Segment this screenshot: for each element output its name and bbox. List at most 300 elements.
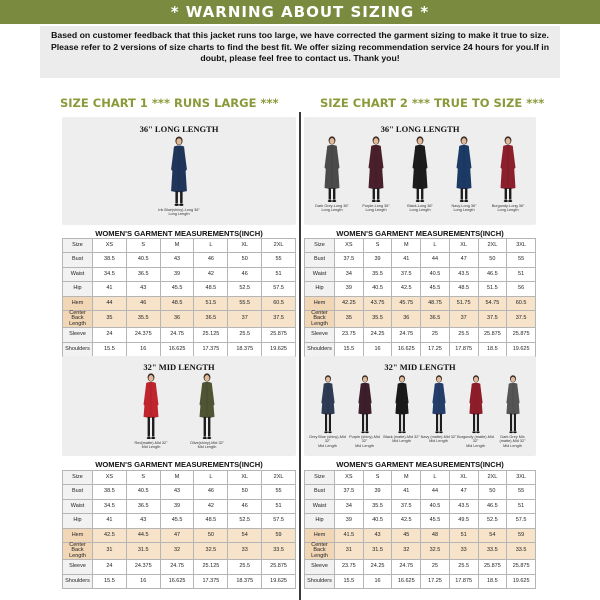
model-caption [123, 441, 179, 450]
measurement-cell: 50 [228, 253, 262, 267]
measurement-cell: 46.5 [478, 267, 507, 281]
measurement-cell: 24.375 [126, 328, 160, 342]
row-label: Sleeve [305, 328, 335, 342]
size-header-cell: XS [93, 239, 127, 253]
measurement-cell: 39 [160, 499, 194, 513]
measurement-cell: 24 [93, 328, 127, 342]
warning-banner: * WARNING ABOUT SIZING * [0, 0, 600, 24]
measurement-cell: 25.875 [478, 328, 507, 342]
measurement-cell: 33.5 [507, 542, 536, 560]
model-caption [354, 204, 398, 213]
model-caption [383, 435, 420, 444]
measurement-cell: 41 [392, 485, 421, 499]
measurement-cell: 36.5 [194, 310, 228, 328]
measurement-cell: 46 [126, 296, 160, 310]
measurement-cell: 17.875 [449, 342, 478, 356]
measurement-cell: 43.5 [449, 499, 478, 513]
model-caption [494, 435, 531, 448]
measurement-cell: 18.375 [228, 574, 262, 588]
size-header-cell: S [363, 471, 392, 485]
measurement-cell: 39 [363, 253, 392, 267]
measurement-cell: 50 [194, 528, 228, 542]
measurement-cell: 45.5 [160, 282, 194, 296]
table-row [63, 542, 296, 560]
size-header-cell: M [160, 471, 194, 485]
measurement-cell: 50 [478, 485, 507, 499]
measurement-cell: 19.625 [507, 574, 536, 588]
measurement-cell: 38.5 [93, 253, 127, 267]
measurement-cell: 55 [507, 485, 536, 499]
measurement-cell: 52.5 [228, 514, 262, 528]
model-caption-length: Long Length [409, 208, 431, 213]
measurement-cell: 55.5 [228, 296, 262, 310]
measurement-cell: 52.5 [478, 514, 507, 528]
model-photo [315, 374, 341, 439]
model-photo [500, 374, 526, 439]
model-caption-color: Black (matte)-Mid 32" [383, 435, 420, 439]
measurement-cell: 34 [335, 267, 364, 281]
measurement-cell: 33 [449, 542, 478, 560]
row-label: Bust [63, 485, 93, 499]
chart2-mid-title: 32" MID LENGTH [384, 362, 456, 372]
row-label: Shoulders [63, 342, 93, 356]
row-label: Hip [63, 514, 93, 528]
measurement-cell: 25.5 [449, 560, 478, 574]
table-row [63, 514, 296, 528]
model-caption-length: Mid Length [141, 445, 161, 450]
measurement-cell: 36.5 [126, 499, 160, 513]
measurement-cell: 24.75 [392, 328, 421, 342]
table-row [305, 542, 536, 560]
row-label: Size [63, 471, 93, 485]
measurement-cell: 46 [194, 253, 228, 267]
measurement-cell: 46 [194, 485, 228, 499]
measurement-cell: 45.5 [421, 514, 450, 528]
chart2-mid-table-title: WOMEN'S GARMENT MEASUREMENTS(INCH) [336, 460, 504, 469]
size-header-cell: 3XL [507, 471, 536, 485]
measurement-cell: 24.75 [160, 328, 194, 342]
measurement-cell: 43 [126, 282, 160, 296]
chart1-mid-title: 32" MID LENGTH [143, 362, 215, 372]
row-label: Size [305, 239, 335, 253]
table-row [63, 342, 296, 356]
model-caption-length: Mid Length [318, 443, 337, 448]
model-caption-length: Mid Length [355, 443, 374, 448]
measurement-cell: 44 [421, 253, 450, 267]
measurement-cell: 47 [449, 253, 478, 267]
measurement-cell: 32.5 [421, 542, 450, 560]
row-label: Center Back Length [63, 310, 93, 328]
measurement-cell: 59 [507, 528, 536, 542]
measurement-cell: 25.5 [228, 560, 262, 574]
model-caption-length: Mid Length [429, 439, 448, 444]
table-row [305, 514, 536, 528]
size-header-cell: S [126, 471, 160, 485]
table-header-row [305, 239, 536, 253]
measurement-cell: 42.5 [392, 514, 421, 528]
measurement-cell: 33.5 [262, 542, 296, 560]
row-label: Waist [305, 267, 335, 281]
measurement-cell: 23.75 [335, 328, 364, 342]
chart2-long-photo-panel [304, 117, 536, 225]
model-photo [352, 374, 378, 439]
measurement-cell: 31.5 [363, 542, 392, 560]
measurement-cell: 59 [262, 528, 296, 542]
table-header-row [63, 239, 296, 253]
measurement-cell: 43 [160, 253, 194, 267]
row-label: Center Back Length [305, 310, 335, 328]
measurement-cell: 39 [160, 267, 194, 281]
model-caption-length: Mid Length [197, 445, 217, 450]
measurement-cell: 17.25 [421, 574, 450, 588]
table-row [305, 528, 536, 542]
model-photo [190, 372, 224, 445]
table-row [63, 267, 296, 281]
measurement-cell: 31 [335, 542, 364, 560]
measurement-cell: 43.75 [363, 296, 392, 310]
measurement-cell: 43 [160, 485, 194, 499]
table-row [305, 253, 536, 267]
measurement-cell: 42.25 [335, 296, 364, 310]
measurement-cell: 48.5 [449, 282, 478, 296]
measurement-cell: 48.5 [194, 282, 228, 296]
table-row [63, 328, 296, 342]
measurement-cell: 43 [363, 528, 392, 542]
measurement-cell: 37 [449, 310, 478, 328]
measurement-cell: 35.5 [363, 499, 392, 513]
measurement-cell: 46 [228, 267, 262, 281]
model-photo [362, 135, 390, 208]
measurement-cell: 45.5 [160, 514, 194, 528]
measurement-cell: 19.625 [507, 342, 536, 356]
measurement-cell: 33 [228, 542, 262, 560]
measurement-cell: 25.125 [194, 560, 228, 574]
measurement-cell: 37.5 [335, 253, 364, 267]
table-row [63, 560, 296, 574]
row-label: Hem [63, 528, 93, 542]
measurement-cell: 16.625 [392, 342, 421, 356]
model-caption-color: Dark Grey Mix (matte)-Mid 32" [499, 435, 526, 444]
measurement-cell: 50 [228, 485, 262, 499]
table-header-row [63, 471, 296, 485]
measurement-cell: 48.75 [421, 296, 450, 310]
model-caption-color: Olive(shiny)-Mid 32" [189, 441, 225, 445]
measurement-cell: 24.75 [392, 560, 421, 574]
row-label: Waist [63, 499, 93, 513]
measurement-cell: 25.875 [262, 328, 296, 342]
row-label: Hip [305, 514, 335, 528]
measurement-cell: 51 [507, 499, 536, 513]
table-row [63, 253, 296, 267]
measurement-cell: 34 [335, 499, 364, 513]
measurement-cell: 41.5 [335, 528, 364, 542]
measurement-cell: 24.25 [363, 328, 392, 342]
measurement-cell: 46 [228, 499, 262, 513]
measurement-cell: 36 [160, 310, 194, 328]
measurement-cell: 17.25 [421, 342, 450, 356]
measurement-cell: 56 [507, 282, 536, 296]
measurement-cell: 24.25 [363, 560, 392, 574]
model-caption-color: Navy-Long 36" [451, 204, 477, 208]
measurement-cell: 16.625 [392, 574, 421, 588]
row-label: Waist [305, 499, 335, 513]
chart2-mid-size-table [304, 470, 536, 589]
measurement-cell: 55 [262, 253, 296, 267]
measurement-cell: 19.625 [262, 574, 296, 588]
measurement-cell: 31 [93, 542, 127, 560]
measurement-cell: 44.5 [126, 528, 160, 542]
size-header-cell: L [194, 239, 228, 253]
row-label: Center Back Length [305, 542, 335, 560]
table-row [305, 485, 536, 499]
measurement-cell: 24.375 [126, 560, 160, 574]
measurement-cell: 37.5 [478, 310, 507, 328]
measurement-cell: 15.5 [335, 342, 364, 356]
model-caption-color: Red(matte)-Mid 32" [134, 441, 168, 445]
row-label: Hip [63, 282, 93, 296]
measurement-cell: 25 [421, 328, 450, 342]
measurement-cell: 35.5 [126, 310, 160, 328]
measurement-cell: 35 [93, 310, 127, 328]
model-caption-length: Long Length [168, 212, 190, 217]
sizing-notice: Based on customer feedback that this jacket runs too large, we have corrected the garment sizing to make it true to size. Please refer to 2 versions of size charts to find the best fit. We offer sizing recommendation service 24 hours for you.If in doubt, please feel free to contact us. Thank you! [40, 26, 560, 78]
table-row [63, 485, 296, 499]
row-label: Bust [305, 485, 335, 499]
measurement-cell: 17.375 [194, 342, 228, 356]
row-label: Size [63, 239, 93, 253]
size-header-cell: XS [93, 471, 127, 485]
model-photo [463, 374, 489, 439]
model-caption-color: Burgundy (matte)-Mid 32" [457, 435, 494, 444]
measurement-cell: 24.75 [160, 560, 194, 574]
size-chart-2-title: SIZE CHART 2 *** TRUE TO SIZE *** [320, 96, 545, 110]
size-header-cell: 2XL [262, 471, 296, 485]
model-caption [346, 435, 383, 448]
measurement-cell: 51 [262, 499, 296, 513]
measurement-cell: 45.5 [421, 282, 450, 296]
measurement-cell: 35.5 [363, 310, 392, 328]
row-label: Hem [305, 528, 335, 542]
measurement-cell: 37.5 [392, 499, 421, 513]
model-caption [309, 435, 346, 448]
table-row [63, 282, 296, 296]
measurement-cell: 52.5 [228, 282, 262, 296]
table-row [63, 296, 296, 310]
model-photo [406, 135, 434, 208]
row-label: Shoulders [305, 574, 335, 588]
chart2-long-title: 36" LONG LENGTH [380, 124, 460, 134]
table-row [305, 328, 536, 342]
row-label: Waist [63, 267, 93, 281]
chart1-long-title: 36" LONG LENGTH [139, 124, 219, 134]
measurement-cell: 16.625 [160, 574, 194, 588]
measurement-cell: 48.5 [194, 514, 228, 528]
model-caption-length: Long Length [321, 208, 343, 213]
measurement-cell: 25.875 [478, 560, 507, 574]
row-label: Center Back Length [63, 542, 93, 560]
model-caption-color: Ink Blue(shiny)-Long 36" [158, 208, 200, 212]
model-photo [494, 135, 522, 208]
measurement-cell: 55 [507, 253, 536, 267]
measurement-cell: 18.5 [478, 342, 507, 356]
row-label: Size [305, 471, 335, 485]
measurement-cell: 45 [392, 528, 421, 542]
measurement-cell: 54.75 [478, 296, 507, 310]
measurement-cell: 25 [421, 560, 450, 574]
measurement-cell: 17.875 [449, 574, 478, 588]
measurement-cell: 32 [392, 542, 421, 560]
model-caption-color: Black-Long 36" [407, 204, 433, 208]
measurement-cell: 25.5 [228, 328, 262, 342]
measurement-cell: 40.5 [421, 267, 450, 281]
measurement-cell: 37.5 [392, 267, 421, 281]
measurement-cell: 41 [93, 282, 127, 296]
measurement-cell: 32.5 [194, 542, 228, 560]
measurement-cell: 25.125 [194, 328, 228, 342]
measurement-cell: 57.5 [507, 514, 536, 528]
measurement-cell: 19.625 [262, 342, 296, 356]
row-label: Hip [305, 282, 335, 296]
measurement-cell: 51 [507, 267, 536, 281]
size-header-cell: XL [228, 471, 262, 485]
measurement-cell: 36 [392, 310, 421, 328]
measurement-cell: 15.5 [93, 342, 127, 356]
row-label: Bust [63, 253, 93, 267]
measurement-cell: 33.5 [478, 542, 507, 560]
measurement-cell: 60.5 [262, 296, 296, 310]
measurement-cell: 44 [421, 485, 450, 499]
measurement-cell: 34.5 [93, 499, 127, 513]
measurement-cell: 39 [335, 514, 364, 528]
measurement-cell: 40.5 [363, 282, 392, 296]
measurement-cell: 16 [363, 342, 392, 356]
measurement-cell: 37.5 [335, 485, 364, 499]
model-caption [310, 204, 354, 213]
table-row [305, 282, 536, 296]
table-row [305, 310, 536, 328]
row-label: Shoulders [63, 574, 93, 588]
measurement-cell: 40.5 [421, 499, 450, 513]
model-photo [163, 135, 195, 212]
measurement-cell: 16 [363, 574, 392, 588]
measurement-cell: 25.5 [449, 328, 478, 342]
table-row [63, 499, 296, 513]
measurement-cell: 25.875 [507, 560, 536, 574]
model-caption [398, 204, 442, 213]
row-label: Bust [305, 253, 335, 267]
measurement-cell: 40.5 [126, 485, 160, 499]
model-caption-color: Dark Grey-Long 36" [315, 204, 349, 208]
model-caption-length: Mid Length [503, 443, 522, 448]
chart1-long-photo-panel [62, 117, 296, 225]
model-caption [179, 441, 235, 450]
size-header-cell: L [194, 471, 228, 485]
size-header-cell: L [421, 471, 450, 485]
measurement-cell: 41 [392, 253, 421, 267]
size-header-cell: 2XL [262, 239, 296, 253]
model-photo [450, 135, 478, 208]
model-caption-length: Long Length [365, 208, 387, 213]
size-header-cell: XS [335, 471, 364, 485]
measurement-cell: 60.5 [507, 296, 536, 310]
measurement-cell: 16 [126, 574, 160, 588]
measurement-cell: 50 [478, 253, 507, 267]
size-header-cell: S [126, 239, 160, 253]
measurement-cell: 57.5 [262, 514, 296, 528]
size-header-cell: XL [449, 239, 478, 253]
size-header-cell: 2XL [478, 471, 507, 485]
measurement-cell: 25.875 [507, 328, 536, 342]
measurement-cell: 47 [449, 485, 478, 499]
table-row [305, 574, 536, 588]
model-photo [318, 135, 346, 208]
size-header-cell: XL [228, 239, 262, 253]
measurement-cell: 25.875 [262, 560, 296, 574]
chart2-mid-photo-panel [304, 356, 536, 456]
measurement-cell: 35 [335, 310, 364, 328]
size-header-cell: 3XL [507, 239, 536, 253]
measurement-cell: 32 [160, 542, 194, 560]
measurement-cell: 40.5 [126, 253, 160, 267]
size-header-cell: M [160, 239, 194, 253]
model-caption-color: Navy (matte)-Mid 32" [420, 435, 457, 439]
table-row [305, 296, 536, 310]
table-row [305, 499, 536, 513]
measurement-cell: 40.5 [363, 514, 392, 528]
measurement-cell: 18.375 [228, 342, 262, 356]
row-label: Sleeve [305, 560, 335, 574]
row-label: Hem [305, 296, 335, 310]
model-caption-color: Burgundy-Long 36" [491, 204, 525, 208]
measurement-cell: 44 [93, 296, 127, 310]
model-photo [134, 372, 168, 445]
size-chart-1-title: SIZE CHART 1 *** RUNS LARGE *** [60, 96, 279, 110]
row-label: Sleeve [63, 560, 93, 574]
measurement-cell: 36.5 [126, 267, 160, 281]
measurement-cell: 43.5 [449, 267, 478, 281]
measurement-cell: 46.5 [478, 499, 507, 513]
measurement-cell: 39 [335, 282, 364, 296]
chart2-long-size-table [304, 238, 536, 357]
size-header-cell: M [392, 239, 421, 253]
measurement-cell: 35.5 [363, 267, 392, 281]
measurement-cell: 47 [160, 528, 194, 542]
table-row [305, 560, 536, 574]
measurement-cell: 51 [449, 528, 478, 542]
model-caption [420, 435, 457, 444]
measurement-cell: 37 [228, 310, 262, 328]
model-caption [149, 208, 209, 217]
measurement-cell: 45.75 [392, 296, 421, 310]
row-label: Hem [63, 296, 93, 310]
table-row [63, 310, 296, 328]
measurement-cell: 54 [228, 528, 262, 542]
model-caption-color: Grey Blue (shiny)-Mid 32" [309, 435, 346, 444]
measurement-cell: 49.5 [449, 514, 478, 528]
measurement-cell: 57.5 [262, 282, 296, 296]
measurement-cell: 48 [421, 528, 450, 542]
measurement-cell: 37.5 [507, 310, 536, 328]
chart1-mid-photo-panel [62, 356, 296, 456]
measurement-cell: 17.375 [194, 574, 228, 588]
table-header-row [305, 471, 536, 485]
size-header-cell: S [363, 239, 392, 253]
measurement-cell: 15.5 [93, 574, 127, 588]
measurement-cell: 16.625 [160, 342, 194, 356]
table-row [305, 342, 536, 356]
measurement-cell: 51.5 [478, 282, 507, 296]
model-caption-length: Long Length [497, 208, 519, 213]
